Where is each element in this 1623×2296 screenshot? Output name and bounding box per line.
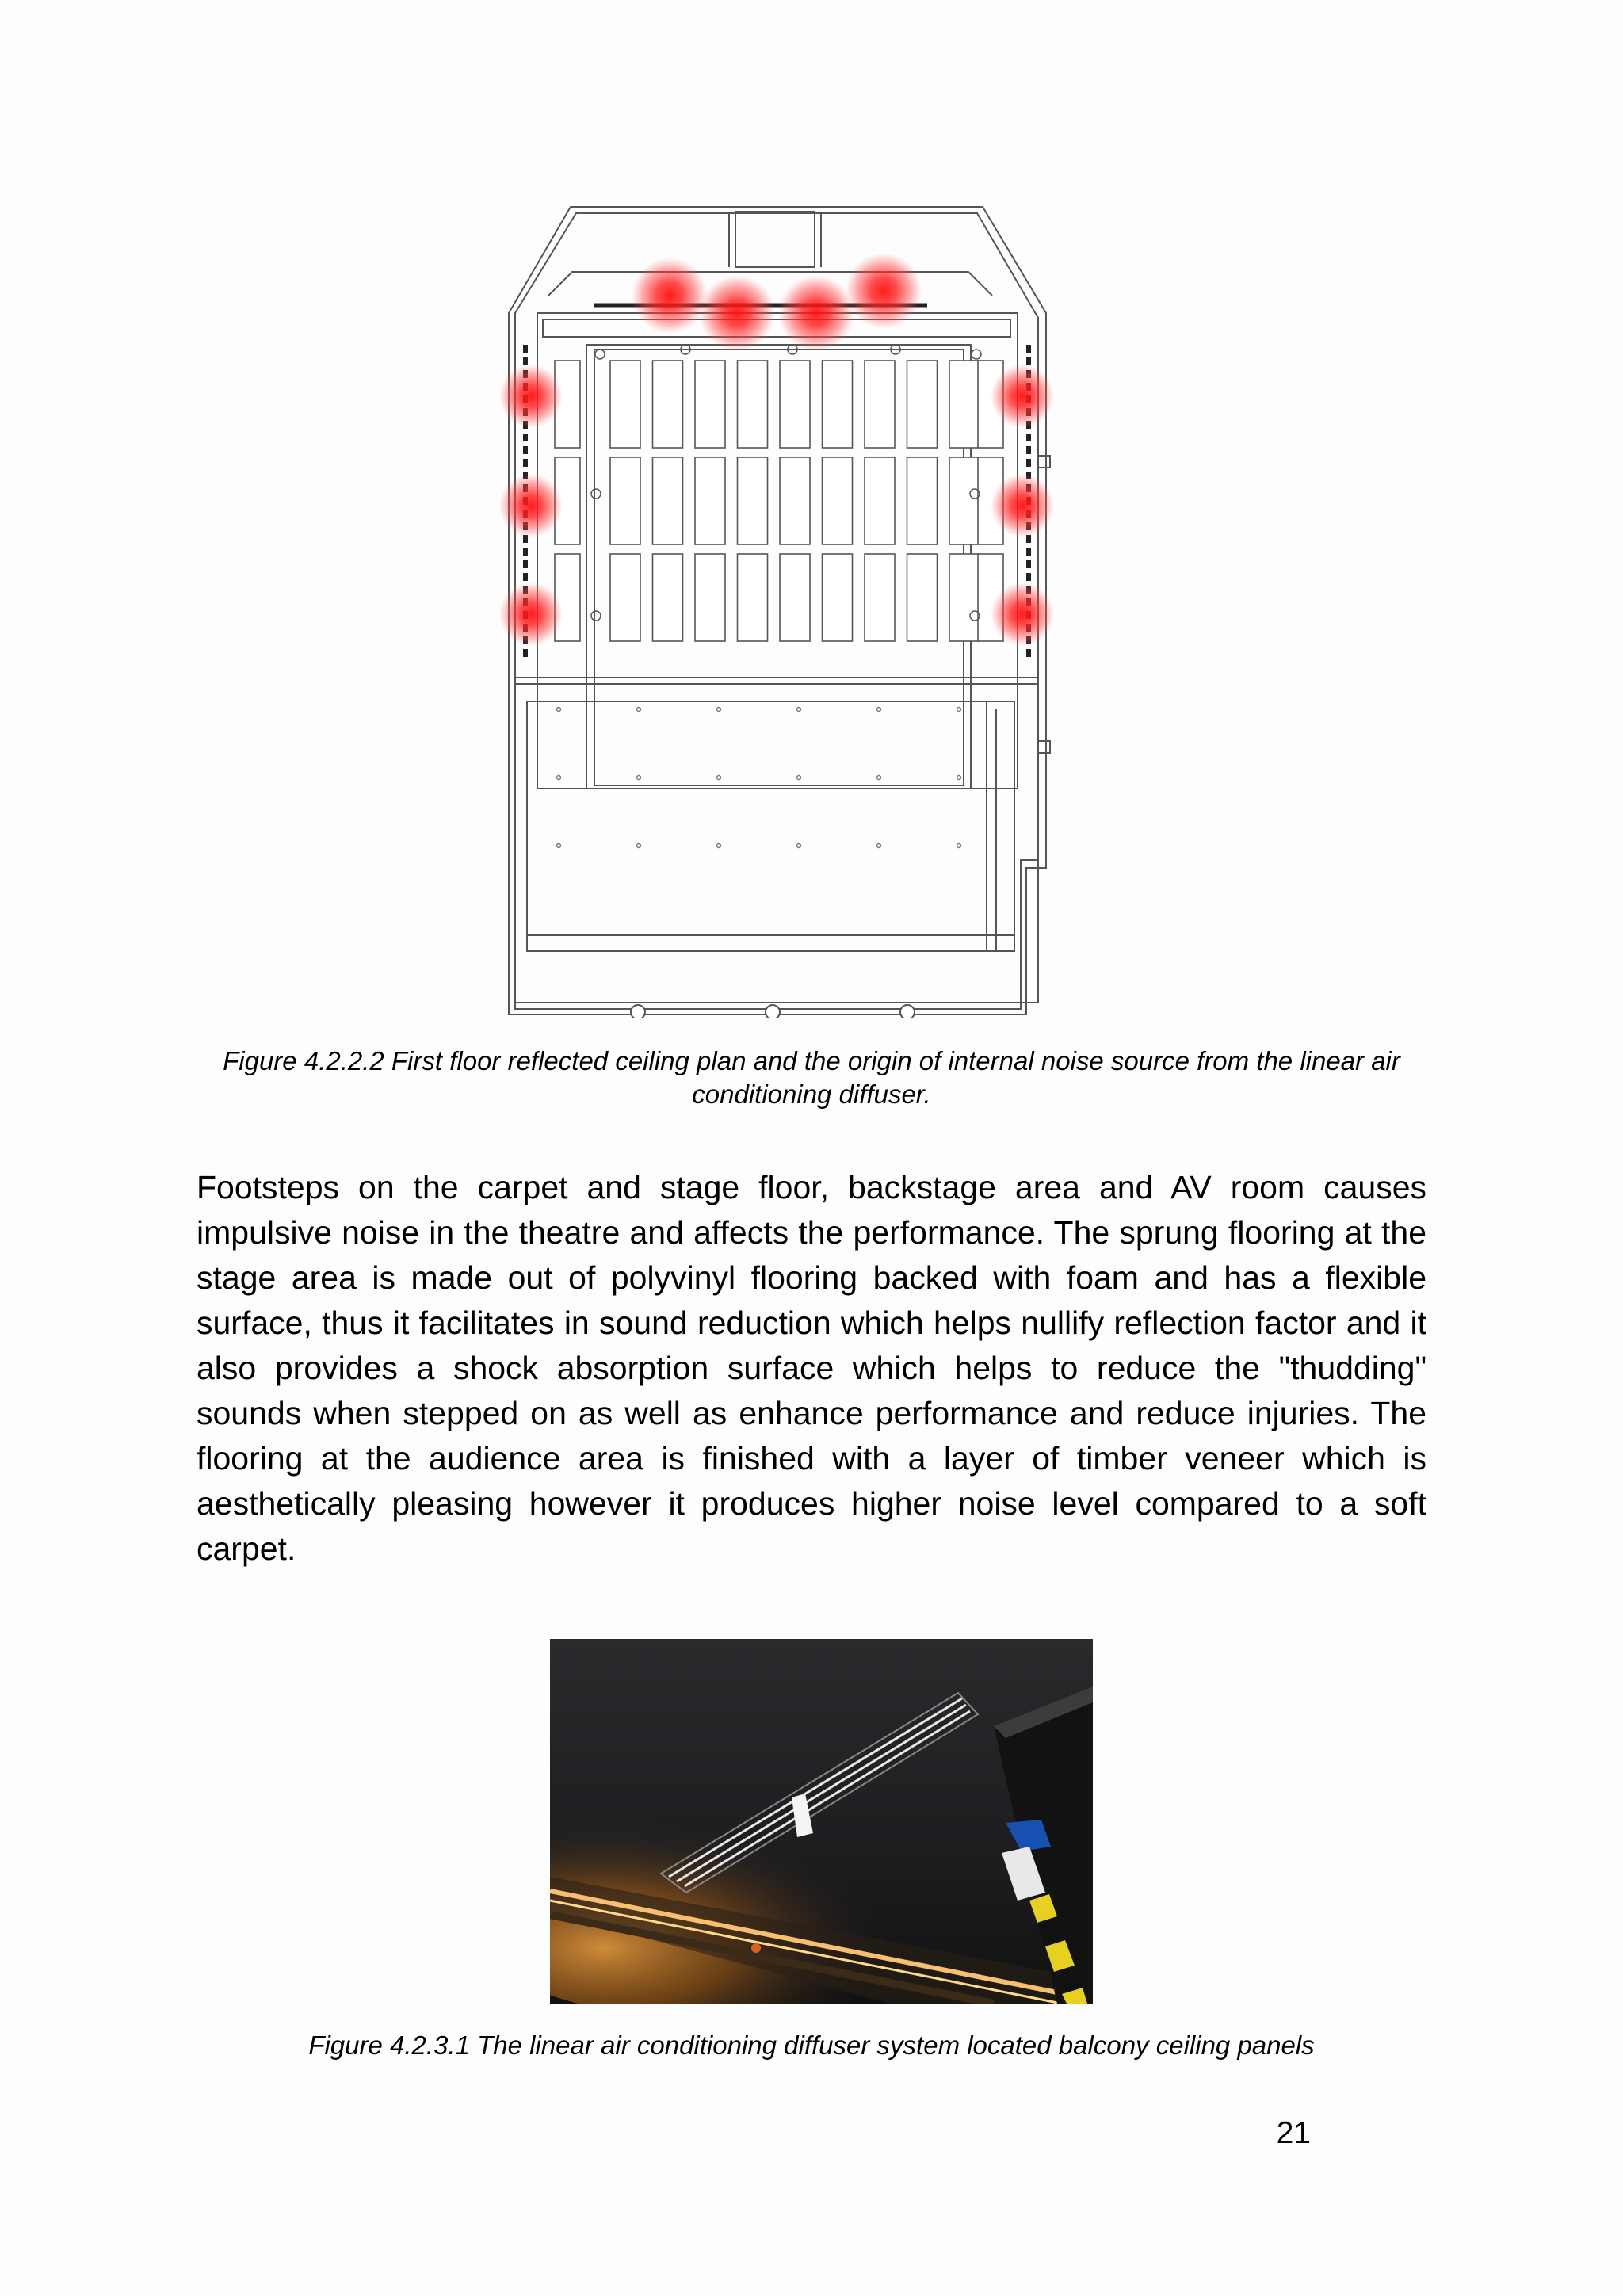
ceiling-panel bbox=[823, 554, 853, 641]
diffuser-photo-image bbox=[550, 1639, 1093, 2004]
ceiling-panel bbox=[949, 554, 980, 641]
ceiling-panel bbox=[738, 457, 768, 544]
ceiling-panel bbox=[907, 554, 938, 641]
stage-light-point bbox=[717, 844, 721, 848]
ceiling-panel bbox=[610, 361, 640, 448]
body-paragraph: Footsteps on the carpet and stage floor, backstage area and AV room causes impulsive noise in the theatre and affects the performance. The sprung flooring at the stage area is made out of polyvinyl flooring backed with foam and has a flexible surface, thus it facilitates in sound reduction which helps nullify reflection factor and it also provides a shock absorption surface which helps to reduce the "thudding" sounds when stepped on as well as enhance performance and reduce injuries. The flooring at the audience area is finished with a layer of timber veneer which is aesthetically pleasing however it produces higher noise level compared to a soft carpet. bbox=[197, 1169, 1426, 1567]
ceiling-panel bbox=[738, 554, 768, 641]
ceiling-panel bbox=[907, 361, 938, 448]
page-number: 21 bbox=[1276, 2116, 1311, 2150]
ceiling-panel bbox=[823, 361, 853, 448]
stage-light-point bbox=[637, 776, 641, 780]
figure-caption: Figure 4.2.3.1 The linear air conditioning diffuser system located balcony ceiling panels bbox=[308, 2030, 1315, 2060]
stage-light-point bbox=[797, 776, 801, 780]
stage-light-point bbox=[637, 708, 641, 712]
ceiling-panel bbox=[865, 554, 895, 641]
stage-light-point bbox=[957, 844, 961, 848]
ceiling-plan-figure bbox=[499, 202, 1054, 1018]
ceiling-panel bbox=[610, 457, 640, 544]
stage-light-point bbox=[957, 708, 961, 712]
ceiling-panel bbox=[738, 361, 768, 448]
ceiling-plan-drawing bbox=[499, 202, 1054, 1018]
stage-light-point bbox=[877, 776, 881, 780]
stage-light-point bbox=[637, 844, 641, 848]
ceiling-panel bbox=[865, 361, 895, 448]
ceiling-panel bbox=[695, 361, 725, 448]
ceiling-panel bbox=[949, 457, 980, 544]
ceiling-panel bbox=[780, 554, 810, 641]
ceiling-panel bbox=[780, 457, 810, 544]
ceiling-panel bbox=[865, 457, 895, 544]
stage-light-point bbox=[877, 844, 881, 848]
ceiling-panel bbox=[695, 457, 725, 544]
ceiling-panel bbox=[823, 457, 853, 544]
ceiling-panel bbox=[949, 361, 980, 448]
stage-light-point bbox=[557, 776, 561, 780]
stage-light-point bbox=[957, 776, 961, 780]
ceiling-panel bbox=[907, 457, 938, 544]
ceiling-panel bbox=[653, 361, 683, 448]
stage-light-point bbox=[797, 708, 801, 712]
stage-light-point bbox=[717, 708, 721, 712]
ceiling-panel bbox=[653, 554, 683, 641]
stage-light-point bbox=[717, 776, 721, 780]
ceiling-panel bbox=[780, 361, 810, 448]
stage-light-point bbox=[557, 844, 561, 848]
stage-light-point bbox=[557, 708, 561, 712]
diffuser-photo bbox=[550, 1639, 1093, 2004]
ceiling-panel bbox=[653, 457, 683, 544]
stage-light-point bbox=[877, 708, 881, 712]
stage-light-point bbox=[797, 844, 801, 848]
ceiling-panel bbox=[695, 554, 725, 641]
figure-caption: Figure 4.2.2.2 First floor reflected ceiling plan and the origin of internal noise source from the linear air conditioning diffuser. bbox=[223, 1046, 1400, 1109]
ceiling-panel bbox=[610, 554, 640, 641]
